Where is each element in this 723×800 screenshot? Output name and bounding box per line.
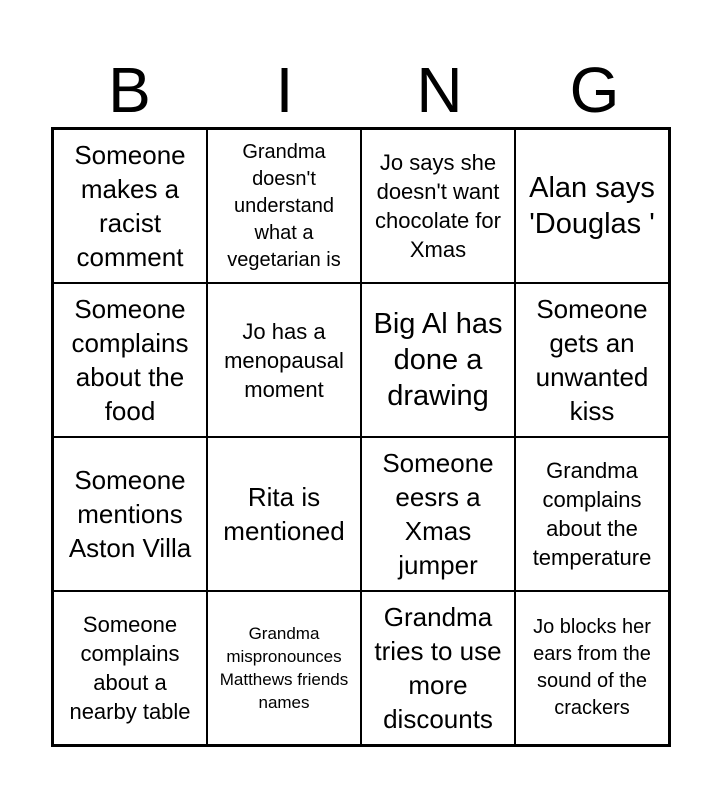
bingo-cell-text: Grandma mispronounces Matthews friends names xyxy=(219,624,349,712)
bingo-cell-text: Someone gets an unwanted kiss xyxy=(535,294,649,426)
bingo-header xyxy=(52,52,672,128)
bingo-cell-8 xyxy=(515,283,669,437)
bingo-cell-3 xyxy=(361,129,515,283)
bingo-cell-5 xyxy=(53,283,207,437)
bingo-cell-13 xyxy=(53,591,207,745)
bingo-cell-9 xyxy=(53,437,207,591)
bingo-cell-text: Jo blocks her ears from the sound of the crackers xyxy=(533,616,651,719)
bingo-cell-text: Someone mentions Aston Villa xyxy=(68,465,192,563)
bingo-cell-text: Someone complains about the food xyxy=(71,294,189,426)
bingo-cell-text: Grandma doesn't understand what a vegetarian is xyxy=(227,140,341,271)
bingo-cell-2 xyxy=(207,129,361,283)
bingo-cell-10 xyxy=(207,437,361,591)
bingo-cell-4 xyxy=(515,129,669,283)
header-letter-g: G xyxy=(569,54,620,126)
bingo-cell-16 xyxy=(515,591,669,745)
bingo-cell-text: Someone complains about a nearby table xyxy=(69,612,191,724)
bingo-cell-15 xyxy=(361,591,515,745)
bingo-cell-14 xyxy=(207,591,361,745)
header-letter-i: I xyxy=(275,54,294,126)
bingo-cell-text: Jo says she doesn't want chocolate for Xmas xyxy=(375,150,501,262)
header-letter-n: N xyxy=(416,54,463,126)
bingo-cell-text: Big Al has done a drawing xyxy=(373,308,503,412)
bingo-cell-text: Rita is mentioned xyxy=(223,482,345,546)
header-letter-b: B xyxy=(108,54,151,126)
bingo-grid xyxy=(51,127,671,747)
bingo-cell-text: Grandma tries to use more discounts xyxy=(374,602,502,734)
bingo-cell-11 xyxy=(361,437,515,591)
bingo-cell-text: Jo has a menopausal moment xyxy=(224,318,344,402)
bingo-cell-text: Alan says 'Douglas ' xyxy=(529,172,655,240)
bingo-cell-6 xyxy=(207,283,361,437)
bingo-cell-7 xyxy=(361,283,515,437)
bingo-cell-1 xyxy=(53,129,207,283)
bingo-cell-12 xyxy=(515,437,669,591)
bingo-cell-text: Someone eesrs a Xmas jumper xyxy=(382,448,494,580)
bingo-cell-text: Someone makes a racist comment xyxy=(74,140,186,272)
bingo-cell-text: Grandma complains about the temperature xyxy=(532,458,652,570)
